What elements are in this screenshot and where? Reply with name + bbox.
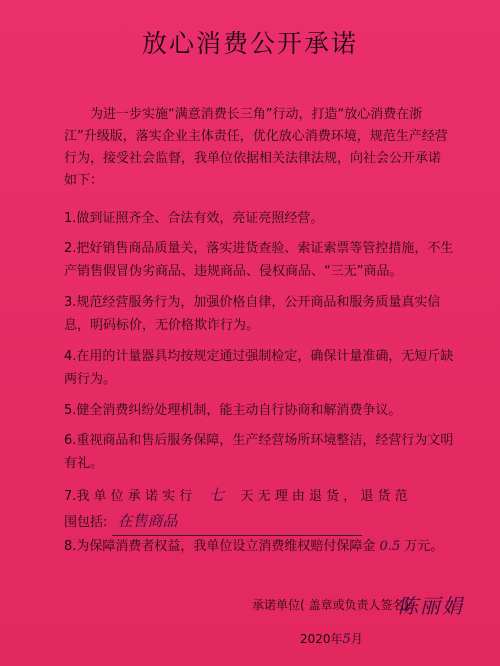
date-year: 2020年 bbox=[300, 632, 343, 646]
item8-suffix: 万元。 bbox=[404, 539, 444, 554]
document-title: 放心消费公开承诺 bbox=[141, 29, 358, 58]
commitment-item-3: 3.规范经营服务行为，加强价格自律，公开商品和服务质量真实信息，明码标价，无价格欺诈行为。 bbox=[64, 295, 441, 333]
item8-amount-handwritten: 0.5 bbox=[379, 539, 401, 554]
commitment-item-8 bbox=[64, 536, 456, 559]
signature-name: 陈丽娟 bbox=[398, 594, 464, 618]
signature-label: 承诺单位( 盖章或负责人签名): bbox=[252, 598, 414, 612]
item8-prefix: 8.为保障消费者权益，我单位设立消费维权赔付保障金 bbox=[64, 539, 376, 554]
item7-mid: 天 无 理 由 退 货 ， 退 货 范 bbox=[240, 489, 408, 504]
item7-scope-line bbox=[112, 510, 362, 536]
commitment-item-4: 4.在用的计量器具均按规定通过强制检定，确保计量准确，无短斤缺两行为。 bbox=[64, 349, 454, 387]
handwritten-signature bbox=[398, 590, 464, 619]
commitment-item-7-scope bbox=[64, 510, 456, 536]
item7-scope-handwritten: 在售商品 bbox=[117, 512, 178, 530]
date-month-handwritten: 5 bbox=[342, 632, 351, 647]
intro-paragraph: 为进一步实施“满意消费长三角”行动，打造“放心消费在浙江”升级版，落实企业主体责任，优化放心消费环境，规范生产经营行为，接受社会监督，我单位依据相关法律法规，向社会公开承诺如下： bbox=[64, 107, 448, 188]
commitment-item-2: 2.把好销售商品质量关，落实进货查验、索证索票等管控措施，不生产销售假冒伪劣商品、违规商品、侵权商品、“三无”商品。 bbox=[64, 241, 454, 279]
item7-prefix: 7.我 单 位 承 诺 实 行 bbox=[64, 489, 193, 504]
date-suffix: 月 bbox=[350, 632, 363, 646]
commitment-item-1: 1.做到证照齐全、合法有效，亮证亮照经营。 bbox=[64, 211, 324, 226]
item7-days-handwritten: 七 bbox=[208, 486, 224, 504]
commitment-item-6: 6.重视商品和售后服务保障，生产经营场所环境整洁，经营行为文明有礼。 bbox=[64, 433, 454, 471]
item7-scope-label: 围包括: bbox=[64, 515, 108, 530]
commitment-item-7 bbox=[64, 484, 456, 509]
commitment-item-5: 5.健全消费纠纷处理机制，能主动自行协商和解消费争议。 bbox=[64, 403, 402, 418]
document-date bbox=[300, 630, 363, 647]
